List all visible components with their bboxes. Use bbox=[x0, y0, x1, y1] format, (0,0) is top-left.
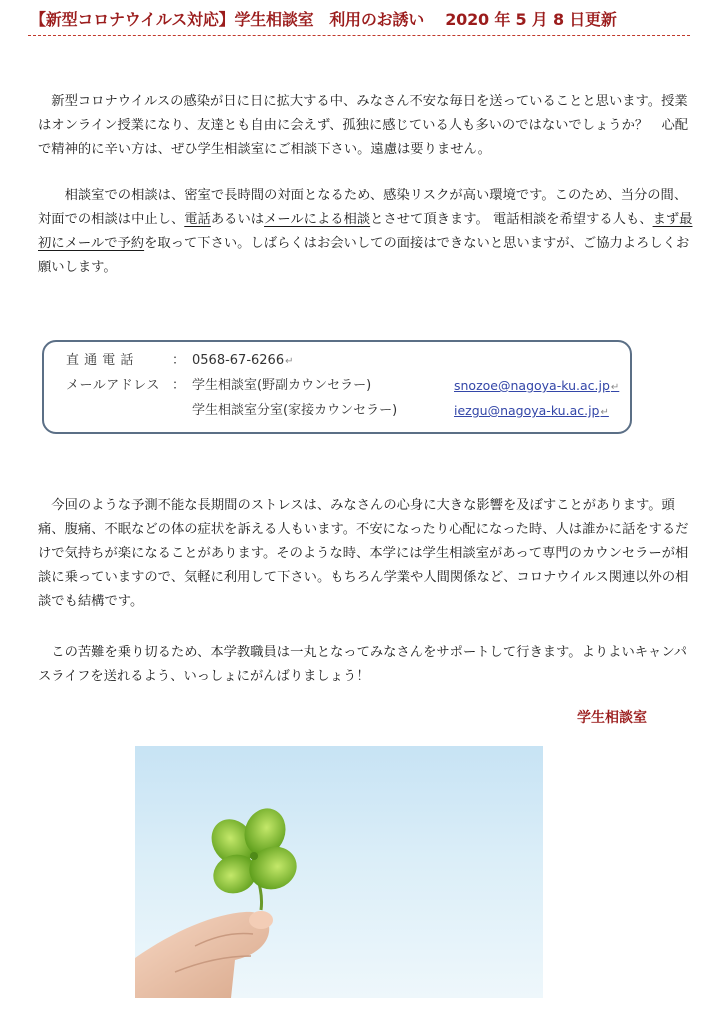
mail-name-2: 学生相談室分室(家接カウンセラー) bbox=[192, 403, 398, 418]
hand-icon bbox=[135, 911, 273, 998]
signature: 学生相談室 bbox=[577, 710, 647, 726]
reserve-first-underlined: まず最初にメールで予約 bbox=[38, 212, 693, 251]
return-mark: ↵ bbox=[285, 356, 294, 367]
contact-box bbox=[42, 340, 632, 434]
email-link-1[interactable]: snozoe@nagoya-ku.ac.jp↵ bbox=[454, 378, 620, 393]
intro-paragraph-1: 新型コロナウイルスの感染が日に日に拡大する中、みなさん不安な毎日を送っていることと思います。授業はオンライン授業になり、友達とも自由に会えず、孤独に感じている人も多いのではないでしょうか？ 心配で精神的に辛い方は、ぜひ学生相談室にご相談下さい。遠慮は要りません。 bbox=[38, 94, 689, 157]
mail-colon: ： bbox=[172, 378, 186, 393]
email-link-2[interactable]: iezgu@nagoya-ku.ac.jp↵ bbox=[454, 403, 609, 418]
phone-number: 0568-67-6266↵ bbox=[192, 353, 294, 368]
clover-hand-image bbox=[135, 746, 543, 998]
p2-text-a: 相談室での相談は、密室で長時間の対面となるため、感染リスクが高い環境です。このため、当分の間、対面での相談は中止し、 bbox=[38, 188, 688, 227]
body-paragraph-4: この苦難を乗り切るため、本学教職員は一丸となってみなさんをサポートして行きます。よりよいキャンパスライフを送れるよう、いっしょにがんばりましょう！ bbox=[38, 645, 688, 684]
intro-paragraph-2 bbox=[38, 184, 698, 280]
mail-label: メールアドレス bbox=[66, 378, 160, 393]
title-divider bbox=[28, 35, 690, 36]
mail-consult-underlined: メールによる相談 bbox=[264, 212, 371, 227]
p2-text-c: とさせて頂きます。 電話相談を希望する人も、 bbox=[370, 212, 653, 227]
return-mark: ↵ bbox=[600, 407, 609, 418]
mail-name-1: 学生相談室(野副カウンセラー) bbox=[192, 378, 372, 393]
phone-colon: ： bbox=[172, 353, 186, 368]
p2-text-b: あるいは bbox=[210, 212, 265, 227]
page-title: 【新型コロナウイルス対応】学生相談室 利用のお誘い 2020 年 5 月 8 日更新 bbox=[30, 10, 617, 29]
clover-photo bbox=[135, 746, 543, 998]
body-paragraph-3: 今回のような予測不能な長期間のストレスは、みなさんの心身に大きな影響を及ぼすことがあります。頭痛、腹痛、不眠などの体の症状を訴える人もいます。不安になったり心配になった時、人は誰かに話をするだけで気持ちが楽になることがあります。そのような時、本学には学生相談室があって専門のカウンセラーが相談に乗っていますので、気軽に利用して下さい。もちろん学業や人間関係など、コロナウイルス関連以外の相談でも結構です。 bbox=[38, 498, 689, 609]
return-mark: ↵ bbox=[610, 382, 620, 393]
clover-icon bbox=[203, 803, 303, 910]
p2-text-d: を取って下さい。しばらくはお会いしての面接はできないと思いますが、ご協力よろしくお願いします。 bbox=[38, 236, 690, 275]
phone-underlined: 電話 bbox=[184, 212, 211, 227]
phone-label: 直 通 電 話 bbox=[66, 353, 134, 368]
